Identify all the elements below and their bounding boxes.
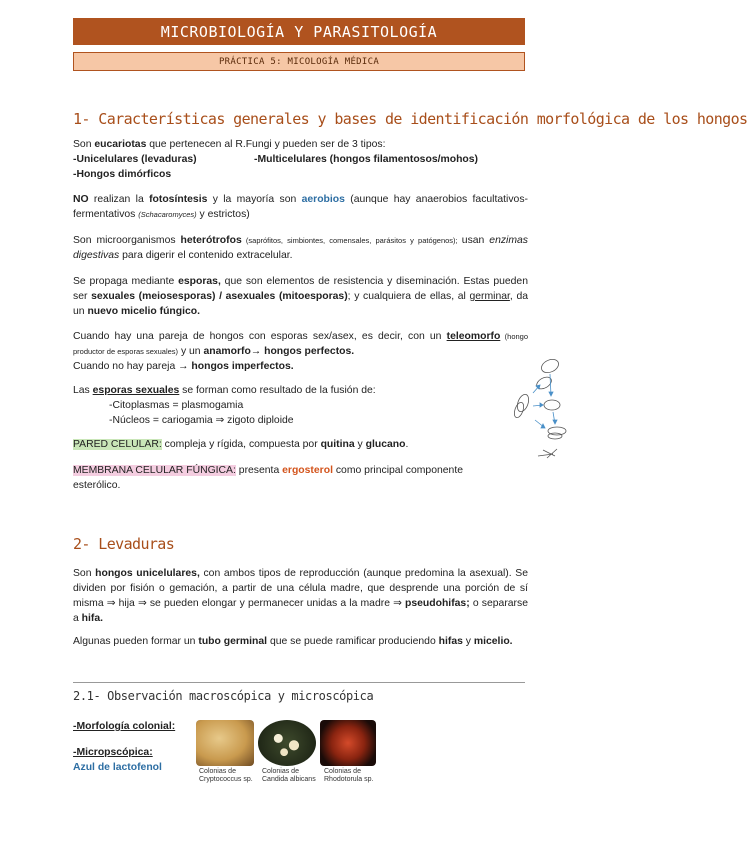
paragraph-photosynthesis: NO realizan la fotosíntesis y la mayoría son aerobios (aunque hay anaerobios facultativos-fermentativos (Schacaromyces) y estrictos) [73, 194, 528, 220]
paragraph-heterotrophs: Son microorganismos heterótrofos (saprófitos, simbiontes, comensales, parásitos y patógenos); usan enzimas digestivas para digerir el contenido extracelular. [73, 235, 528, 261]
practice-subtitle: PRÁCTICA 5: MICOLOGÍA MÉDICA [218, 56, 380, 67]
practice-subtitle-banner [73, 52, 525, 71]
type-multicellular: -Multicelulares (hongos filamentosos/mohos) [254, 154, 478, 165]
paragraph-sexual-spores: Las esporas sexuales se forman como resultado de la fusión de: -Citoplasmas = plasmogamia -Núcleos = cariogamia ⇒ zigoto diploide [73, 385, 376, 426]
paragraph-germ-tube: Algunas pueden formar un tubo germinal que se puede ramificar produciendo hifas y micelio. [73, 636, 513, 647]
paragraph-cell-membrane: MEMBRANA CELULAR FÚNGICA: presenta ergosterol como principal componente esterólico. [73, 465, 463, 491]
paragraph-cell-wall: PARED CELULAR: compleja y rígida, compuesta por quitina y glucano. [73, 439, 409, 450]
photo-cryptococcus-colonies [196, 720, 254, 766]
paragraph-yeasts: Son hongos unicelulares, con ambos tipos de reproducción (aunque predomina la asexual). Se dividen por fisión o gemación, a partir de una célula madre, que desprende una porción de sí misma ⇒ hija ⇒ se pueden elongar y permanecer unidas a la madre ⇒ pseudohifas; o separarse a hifa. [73, 568, 528, 624]
document-title: MICROBIOLOGÍA Y PARASITOLOGÍA [160, 22, 438, 41]
caption-rhodotorula: Colonias de Rhodotorula sp. [324, 768, 374, 783]
photo-rhodotorula-colonies [320, 720, 376, 766]
paragraph-teleomorph: Cuando hay una pareja de hongos con esporas sex/asex, es decir, con un teleomorfo (hongo productor de esporas sexuales) y un anamorfo→ hongos perfectos. Cuando no hay pareja → hongos imperfectos. [73, 331, 529, 372]
photo-candida-colonies [258, 720, 316, 766]
label-microscopic: -Micropscópica: Azul de lactofenol [73, 747, 162, 773]
caption-candida: Colonias de Candida albicans [262, 768, 316, 783]
caption-cryptococcus: Colonias de Cryptococcus sp. [199, 768, 253, 783]
label-colonial-morphology: -Morfología colonial: [73, 721, 176, 732]
section-2-heading: 2- Levaduras [73, 535, 175, 553]
fungal-cycle-diagram [505, 348, 575, 473]
subsection-heading: 2.1- Observación macroscópica y microscópica [73, 689, 374, 703]
paragraph-spores: Se propaga mediante esporas, que son elementos de resistencia y diseminación. Estas pueden ser sexuales (meiosesporas) / asexuales (mitoesporas); y cualquiera de ellas, al germinar, da un nuevo micelio fúngico. [73, 276, 528, 317]
type-unicellular: -Unicelulares (levaduras) [73, 154, 197, 165]
paragraph-types: Son eucariotas que pertenecen al R.Fungi y pueden ser de 3 tipos: -Unicelulares (levaduras) -Multicelulares (hongos filamentosos/mohos) -Hongos dimórficos [73, 139, 478, 180]
type-dimorphic: -Hongos dimórficos [73, 169, 172, 180]
section-1-heading: 1- Características generales y bases de identificación morfológica de los hongos [73, 110, 747, 128]
document-title-banner [73, 18, 525, 45]
section-divider [73, 682, 525, 683]
